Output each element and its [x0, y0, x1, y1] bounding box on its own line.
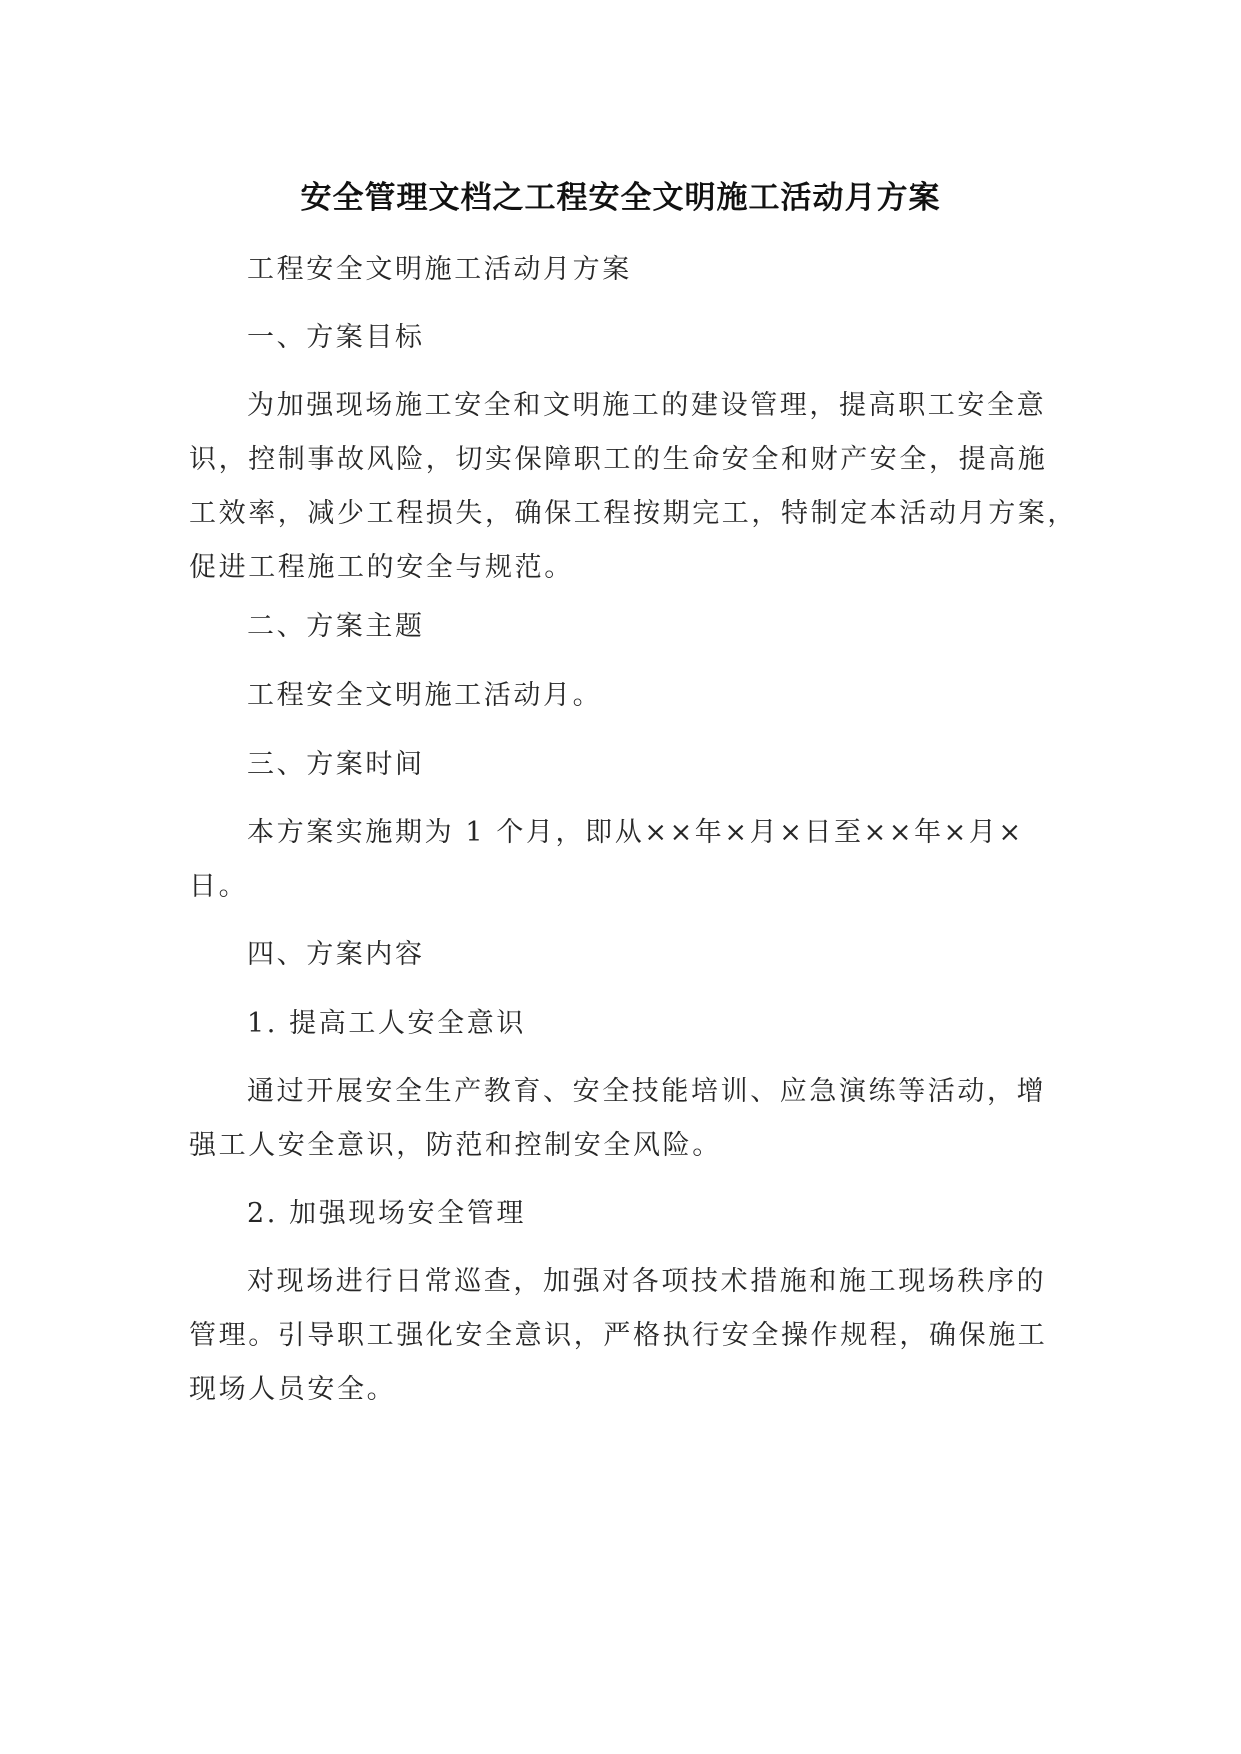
paragraph-worker-awareness [189, 1065, 1079, 1173]
section-heading-goal [189, 311, 1079, 365]
text-line: 为加强现场施工安全和文明施工的建设管理，提高职工安全意 [247, 390, 1047, 421]
paragraph-theme [189, 669, 1079, 723]
subheading-worker-awareness [189, 997, 1079, 1051]
text-line: 对现场进行日常巡查，加强对各项技术措施和施工现场秩序的 [247, 1266, 1047, 1297]
text-line: 管理。引导职工强化安全意识，严格执行安全操作规程，确保施工 [189, 1320, 1048, 1351]
section-heading-theme [189, 600, 1079, 654]
text-line: 三、方案时间 [247, 749, 425, 780]
text-line: 工程安全文明施工活动月。 [247, 680, 603, 711]
subheading-site-management [189, 1187, 1079, 1241]
text-line: 现场人员安全。 [189, 1374, 397, 1405]
text-line: 识，控制事故风险，切实保障职工的生命安全和财产安全，提高施 [189, 444, 1048, 475]
text-line: 2. 加强现场安全管理 [247, 1198, 526, 1229]
document-title: 安全管理文档之工程安全文明施工活动月方案 [300, 180, 941, 216]
text-line: 强工人安全意识，防范和控制安全风险。 [189, 1130, 722, 1161]
text-line: 工效率，减少工程损失，确保工程按期完工，特制定本活动月方案， [189, 498, 1077, 529]
section-heading-time [189, 738, 1079, 792]
text-line: 日。 [189, 871, 249, 902]
text-line: 促进工程施工的安全与规范。 [189, 552, 574, 583]
text-line: 一、方案目标 [247, 322, 425, 353]
text-line: 工程安全文明施工活动月方案 [247, 254, 632, 285]
text-line: 本方案实施期为 1 个月，即从××年×月×日至××年×月× [247, 817, 1024, 848]
document-subtitle [189, 243, 1079, 297]
text-line: 四、方案内容 [247, 939, 425, 970]
paragraph-goal [189, 379, 1079, 595]
text-line: 通过开展安全生产教育、安全技能培训、应急演练等活动，增 [247, 1076, 1047, 1107]
paragraph-time [189, 806, 1079, 914]
text-line: 二、方案主题 [247, 611, 425, 642]
text-line: 1. 提高工人安全意识 [247, 1008, 526, 1039]
section-heading-content [189, 928, 1079, 982]
paragraph-site-management [189, 1255, 1079, 1417]
